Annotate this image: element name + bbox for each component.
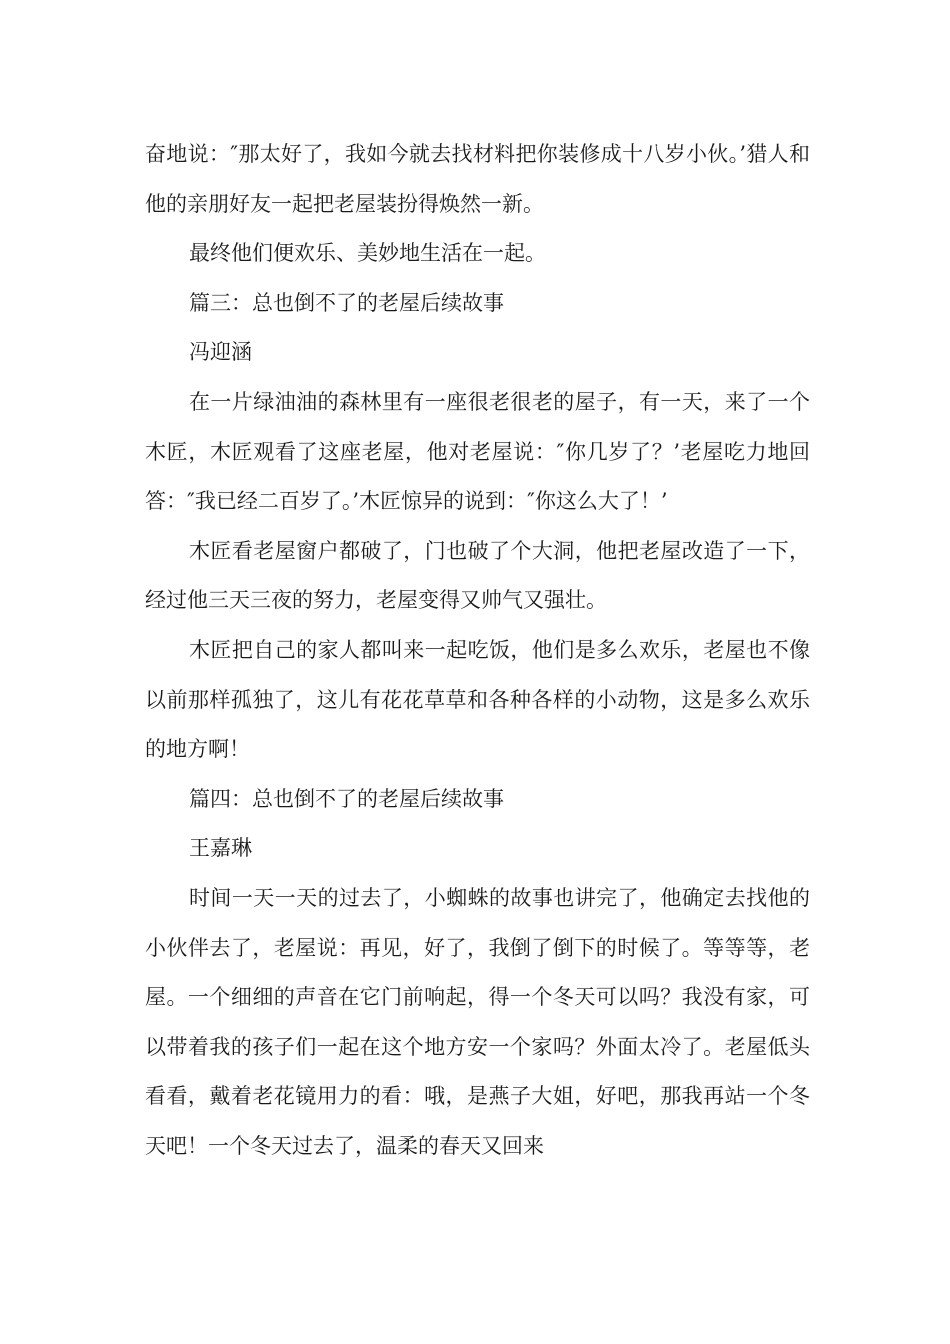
paragraph-story-4-1: 时间一天一天的过去了，小蜘蛛的故事也讲完了，他确定去找他的小伙伴去了，老屋说：再见，好了，我倒了倒下的时候了。等等等，老屋。一个细细的声音在它门前响起，得一个冬天可以吗？我没有家，可以带着我的孩子们一起在这个地方安一个家吗？外面太冷了。老屋低头看看，戴着老花镜用力的看：哦，是燕子大姐，好吧，那我再站一个冬天吧！一个冬天过去了，温柔的春天又回来 (145, 885, 810, 1158)
paragraph-story-3-3: 木匠把自己的家人都叫来一起吃饭，他们是多么欢乐，老屋也不像以前那样孤独了，这儿有花花草草和各种各样的小动物，这是多么欢乐的地方啊！ (145, 637, 810, 762)
document-body (145, 130, 810, 1171)
paragraph-continuation: 奋地说：″那太好了，我如今就去找材料把你装修成十八岁小伙。’猎人和他的亲朋好友一起把老屋装扮得焕然一新。 (145, 142, 810, 216)
section-heading-3: 篇三：总也倒不了的老屋后续故事 (189, 290, 504, 315)
paragraph-ending: 最终他们便欢乐、美妙地生活在一起。 (189, 241, 546, 266)
section-heading-4: 篇四：总也倒不了的老屋后续故事 (189, 786, 504, 811)
paragraph-story-3-1: 在一片绿油油的森林里有一座很老很老的屋子，有一天，来了一个木匠，木匠观看了这座老屋，他对老屋说：″你几岁了？’老屋吃力地回答：″我已经二百岁了。’木匠惊异的说到：″你这么大了！’ (145, 389, 810, 514)
author-name-4: 王嘉琳 (189, 836, 252, 861)
paragraph-story-3-2: 木匠看老屋窗户都破了，门也破了个大洞，他把老屋改造了一下，经过他三天三夜的努力，老屋变得又帅气又强壮。 (145, 538, 810, 613)
author-name-3: 冯迎涵 (189, 340, 252, 365)
